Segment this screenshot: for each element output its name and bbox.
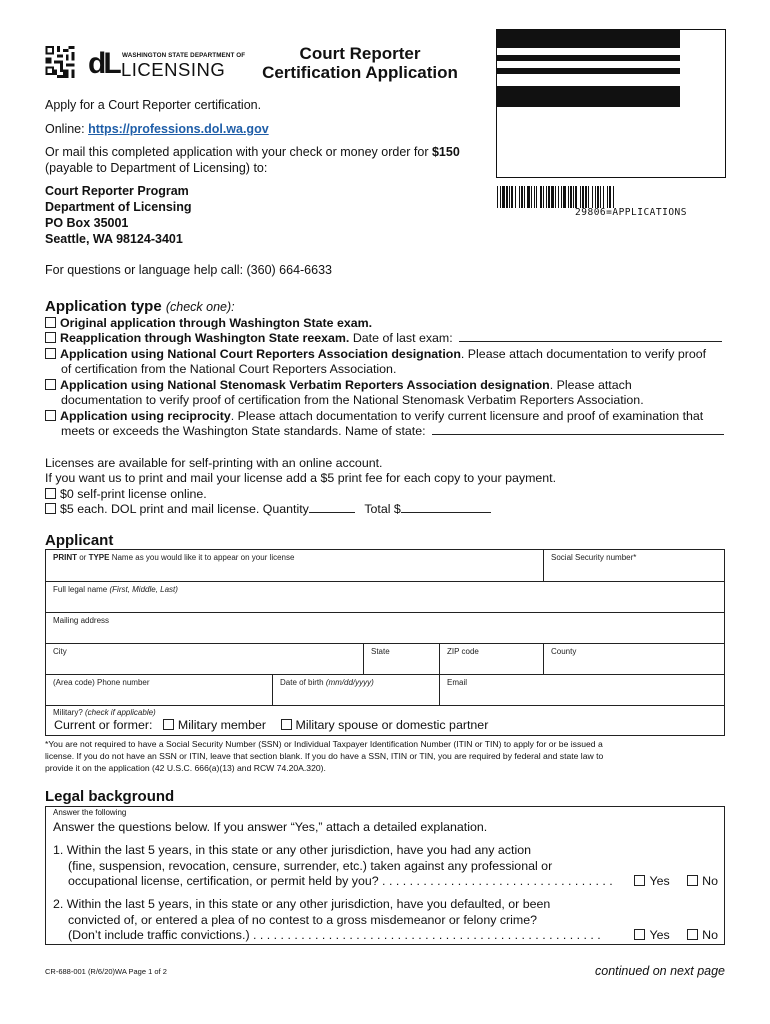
online-label: Online:	[45, 122, 85, 136]
redaction-bar	[496, 86, 680, 107]
field-label: ZIP code	[447, 647, 479, 656]
zip-field[interactable]	[440, 644, 544, 674]
mail-line	[45, 144, 460, 160]
q2-no-checkbox[interactable]	[687, 929, 698, 940]
mail-text: Or mail this completed application with your check or money order for	[45, 145, 432, 159]
print-option	[45, 502, 491, 518]
option-continuation: documentation to verify proof of certification from the National Stenomask Verbatim Reporters Association.	[61, 393, 644, 407]
application-type-heading	[45, 298, 235, 315]
apptype-reapplication-checkbox[interactable]	[45, 332, 56, 343]
table-row	[46, 644, 724, 675]
question-line: (fine, suspension, revocation, censure, surrender, etc.) taken against any professional or	[68, 858, 553, 873]
option-label: $0 self-print license online.	[60, 487, 207, 501]
online-url-link[interactable]: https://professions.dol.wa.gov	[88, 122, 269, 136]
continued-note: continued on next page	[595, 964, 725, 978]
option-rest: Date of last exam:	[349, 331, 453, 345]
field-label: Mailing address	[53, 616, 110, 625]
question-line: 1. Within the last 5 years, in this state or any other jurisdiction, have you had any action	[53, 843, 531, 857]
form-title-line1: Court Reporter	[299, 44, 421, 63]
form-id: CR-688-001 (R/6/20)WA Page 1 of 2	[45, 967, 167, 976]
legal-instruction: Answer the questions below. If you answer “Yes,” attach a detailed explanation.	[53, 820, 488, 834]
applicant-heading: Applicant	[45, 532, 114, 549]
mail-line-2: (payable to Department of Licensing) to:	[45, 161, 268, 175]
online-line	[45, 121, 269, 137]
mailing-address	[45, 183, 192, 247]
field-label: Social Security number*	[551, 553, 637, 562]
office-use-box	[496, 29, 726, 178]
apptype-option	[45, 331, 722, 347]
q2-answer	[634, 928, 718, 942]
military-current-label: Current or former:	[54, 718, 153, 732]
dob-field[interactable]	[273, 675, 440, 705]
legal-small-label: Answer the following	[53, 808, 127, 817]
redaction-bar	[496, 55, 680, 61]
option-label: $5 each. DOL print and mail license. Quantity	[60, 502, 309, 516]
state-field[interactable]	[364, 644, 440, 674]
option-rest: . Please attach	[549, 378, 632, 392]
form-title	[248, 44, 472, 82]
field-label: Full legal name	[53, 585, 110, 594]
no-label: No	[702, 928, 718, 942]
print-info-2: If you want us to print and mail your license add a $5 print fee for each copy to your payment.	[45, 471, 557, 485]
agency-name-small: WASHINGTON STATE DEPARTMENT OF	[122, 52, 246, 59]
mail-print-checkbox[interactable]	[45, 503, 56, 514]
field-label: or	[77, 553, 89, 562]
print-name-field[interactable]	[46, 550, 544, 581]
field-label: (Area code) Phone number	[53, 678, 150, 687]
apptype-option	[45, 409, 703, 425]
state-name-field[interactable]	[432, 424, 724, 435]
option-label: Application using reciprocity	[60, 409, 231, 423]
address-line: Court Reporter Program	[45, 184, 189, 198]
question-line: 2. Within the last 5 years, in this state or any other jurisdiction, have you defaulted, or been	[53, 897, 551, 911]
option-rest: . Please attach documentation to verify current licensure and proof of examination that	[230, 409, 704, 423]
apptype-nsvra-checkbox[interactable]	[45, 379, 56, 390]
total-field[interactable]	[401, 502, 491, 513]
option-continuation: of certification from the National Court Reporters Association.	[61, 362, 397, 376]
apptype-ncra-checkbox[interactable]	[45, 348, 56, 359]
military-member-checkbox[interactable]	[163, 719, 174, 730]
option-label: Application using National Court Reporters Association designation	[60, 347, 461, 361]
fee-amount: $150	[431, 145, 460, 159]
no-label: No	[702, 874, 718, 888]
field-label: Email	[447, 678, 468, 687]
table-row	[46, 550, 724, 582]
option-continuation-text: meets or exceeds the Washington State standards. Name of state:	[61, 424, 426, 438]
address-line: Department of Licensing	[45, 200, 192, 214]
field-label: Date of birth	[280, 678, 326, 687]
full-name-field[interactable]	[46, 582, 724, 612]
redaction-bar	[496, 29, 680, 48]
city-field[interactable]	[46, 644, 364, 674]
field-label: PRINT	[53, 553, 77, 562]
apptype-option	[45, 378, 632, 394]
print-info-1: Licenses are available for self-printing with an online account.	[45, 456, 383, 470]
quantity-field[interactable]	[309, 502, 355, 513]
self-print-checkbox[interactable]	[45, 488, 56, 499]
apptype-reciprocity-checkbox[interactable]	[45, 410, 56, 421]
disclaimer-line: license. If you do not have an SSN or ITIN, leave that section blank. If you do have a SSN, ITIN or TIN, you are required by federal and state law to	[45, 751, 604, 761]
legal-heading: Legal background	[45, 788, 175, 805]
address-line: PO Box 35001	[45, 216, 129, 230]
q2-yes-checkbox[interactable]	[634, 929, 645, 940]
section-hint: (check one):	[165, 300, 235, 314]
legal-question-1	[53, 843, 613, 890]
question-line: (Don’t include traffic convictions.) . . . . . . . . . . . . . . . . . . . . . . . . . . . . . . . . . . . . . . . . . . . . . . . . . . .	[68, 928, 601, 943]
applicant-table	[45, 549, 725, 736]
option-label: Original application through Washington State exam.	[60, 316, 373, 330]
apptype-original-checkbox[interactable]	[45, 317, 56, 328]
print-option	[45, 487, 207, 503]
field-label: State	[371, 647, 390, 656]
field-label: Name as you would like it to appear on your license	[109, 553, 295, 562]
option-label: Reapplication through Washington State reexam.	[60, 331, 350, 345]
ssn-field[interactable]	[544, 550, 724, 581]
ssn-disclaimer	[45, 738, 603, 774]
table-row	[46, 613, 724, 644]
mailing-address-field[interactable]	[46, 613, 724, 643]
option-continuation	[61, 424, 724, 440]
yes-label: Yes	[649, 928, 670, 942]
field-hint: (mm/dd/yyyy)	[325, 678, 374, 687]
county-field[interactable]	[544, 644, 724, 674]
redaction-bar	[496, 68, 680, 74]
table-row	[46, 582, 724, 613]
apptype-option	[45, 316, 372, 332]
field-label: Military?	[53, 708, 86, 717]
q1-answer	[634, 874, 718, 888]
apptype-option	[45, 347, 706, 363]
table-row	[46, 706, 724, 735]
table-row	[46, 675, 724, 706]
form-title-line2: Certification Application	[262, 63, 458, 82]
q1-yes-checkbox[interactable]	[634, 875, 645, 886]
military-field	[46, 706, 724, 735]
dol-logo	[88, 47, 246, 82]
barcode-caption: 29806=APPLICATIONS	[575, 207, 687, 218]
disclaimer-line: *You are not required to have a Social Security Number (SSN) or Individual Taxpayer Identification Number (ITIN or TIN) to apply for or be issued a	[45, 739, 603, 749]
email-field[interactable]	[440, 675, 724, 705]
address-line: Seattle, WA 98124-3401	[45, 232, 183, 246]
qr-code	[45, 46, 75, 78]
q1-no-checkbox[interactable]	[687, 875, 698, 886]
agency-name-large: LICENSING	[121, 59, 226, 80]
question-line: convicted of, or entered a plea of no contest to a gross misdemeanor or felony crime?	[68, 912, 538, 927]
disclaimer-line: provide it on the application (42 U.S.C. 666(a)(13) and RCW 74.20A.320).	[45, 763, 326, 773]
purpose-text: Apply for a Court Reporter certification.	[45, 98, 262, 112]
field-label: County	[551, 647, 577, 656]
legal-question-2	[53, 897, 601, 944]
total-label: Total $	[364, 502, 401, 516]
field-label: TYPE	[88, 553, 110, 562]
military-spouse-checkbox[interactable]	[281, 719, 292, 730]
help-line: For questions or language help call: (360) 664-6633	[45, 263, 332, 277]
military-spouse-label: Military spouse or domestic partner	[295, 718, 489, 732]
last-exam-date-field[interactable]	[459, 331, 722, 342]
yes-label: Yes	[649, 874, 670, 888]
barcode	[497, 186, 725, 208]
field-hint: (check if applicable)	[85, 708, 156, 717]
question-line: occupational license, certification, or permit held by you? . . . . . . . . . . . . . . . . . . . . . . . . . . . . . . . . . .	[68, 874, 613, 889]
field-hint: (First, Middle, Last)	[109, 585, 178, 594]
military-member-label: Military member	[177, 718, 267, 732]
section-title: Application type	[45, 298, 162, 315]
option-label: Application using National Stenomask Verbatim Reporters Association designation	[60, 378, 550, 392]
option-rest: . Please attach documentation to verify proof	[460, 347, 707, 361]
phone-field[interactable]	[46, 675, 273, 705]
field-label: City	[53, 647, 67, 656]
dol-logo-mark: dL	[88, 47, 119, 80]
